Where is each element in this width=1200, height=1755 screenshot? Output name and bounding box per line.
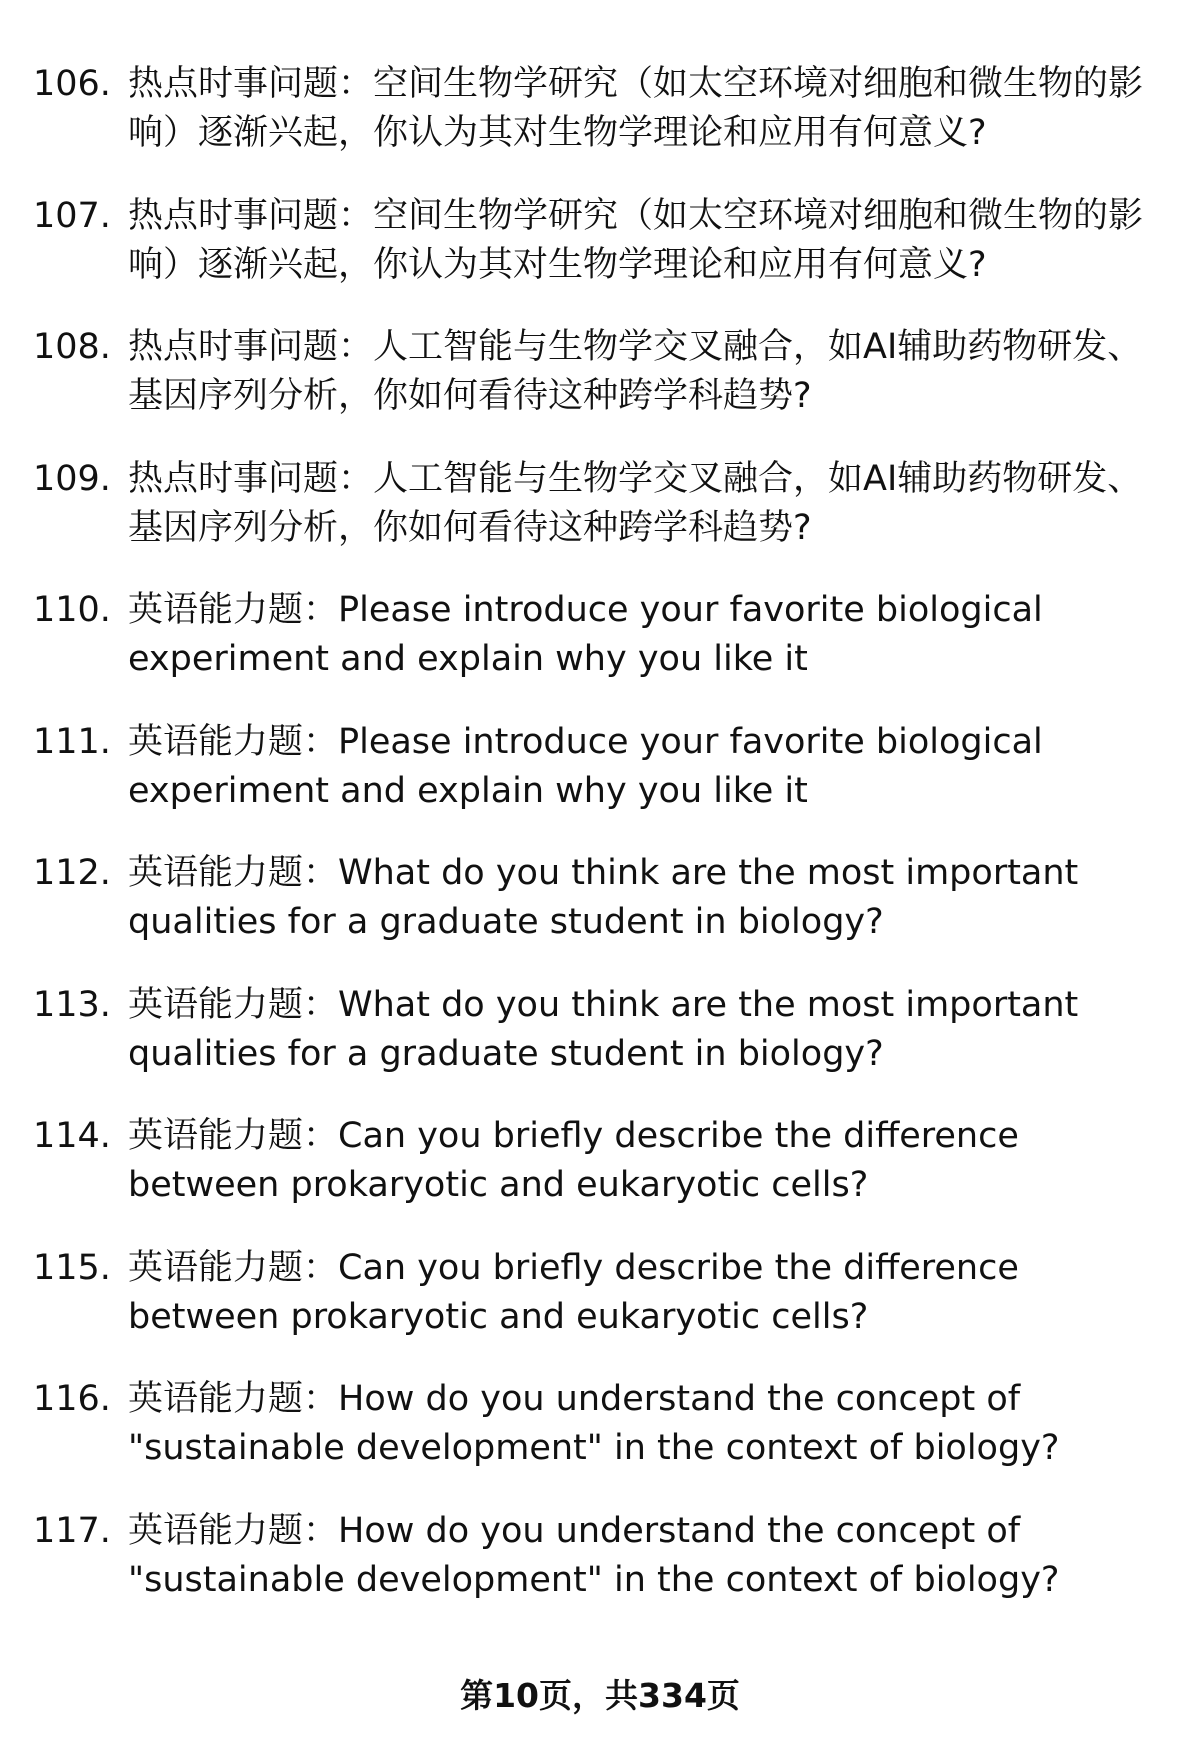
question-item <box>33 192 1153 324</box>
question-number: 115. <box>33 1247 111 1288</box>
question-number: 110. <box>33 590 111 630</box>
question-text: 英语能力题：Can you briefly describe the difference between prokaryotic and eukaryotic cells? <box>128 1247 1019 1337</box>
question-number: 113. <box>33 984 111 1025</box>
question-number: 107. <box>33 195 111 236</box>
question-text: 热点时事问题：空间生物学研究（如太空环境对细胞和微生物的影响）逐渐兴起，你认为其对生物学理论和应用有何意义? <box>128 195 1144 285</box>
page-number-footer: 第10页，共334页 <box>460 1676 740 1715</box>
question-item <box>33 718 1153 850</box>
question-text: 热点时事问题：空间生物学研究（如太空环境对细胞和微生物的影响）逐渐兴起，你认为其对生物学理论和应用有何意义? <box>128 64 1144 153</box>
question-item <box>33 1507 1153 1639</box>
question-text: 英语能力题：What do you think are the most important qualities for a graduate student in biology? <box>128 853 1079 942</box>
question-item <box>33 1112 1153 1244</box>
question-item <box>33 1244 1153 1376</box>
question-text: 英语能力题：Can you briefly describe the difference between prokaryotic and eukaryotic cells? <box>128 1116 1019 1205</box>
question-number: 117. <box>33 1510 111 1551</box>
question-number: 112. <box>33 853 111 893</box>
question-text: 英语能力题：How do you understand the concept of "sustainable development" in the context of biology? <box>128 1510 1060 1600</box>
question-list <box>33 60 1153 1638</box>
question-item <box>33 1375 1153 1507</box>
question-item <box>33 586 1153 718</box>
question-number: 109. <box>33 458 111 499</box>
question-number: 108. <box>33 327 111 367</box>
question-text: 英语能力题：Please introduce your favorite biological experiment and explain why you like it <box>128 590 1043 679</box>
question-item <box>33 455 1153 587</box>
question-number: 111. <box>33 721 111 762</box>
question-text: 英语能力题：How do you understand the concept of "sustainable development" in the context of biology? <box>128 1379 1060 1468</box>
question-item <box>33 849 1153 981</box>
question-text: 英语能力题：What do you think are the most important qualities for a graduate student in biology? <box>128 984 1079 1074</box>
question-item <box>33 60 1153 192</box>
question-text: 热点时事问题：人工智能与生物学交叉融合，如AI辅助药物研发、基因序列分析，你如何看待这种跨学科趋势? <box>128 458 1143 548</box>
question-number: 114. <box>33 1116 111 1156</box>
question-item <box>33 981 1153 1113</box>
question-text: 英语能力题：Please introduce your favorite biological experiment and explain why you like it <box>128 721 1043 811</box>
question-item <box>33 323 1153 455</box>
question-number: 116. <box>33 1379 111 1419</box>
question-number: 106. <box>33 64 111 104</box>
question-text: 热点时事问题：人工智能与生物学交叉融合，如AI辅助药物研发、基因序列分析，你如何看待这种跨学科趋势? <box>128 327 1143 416</box>
